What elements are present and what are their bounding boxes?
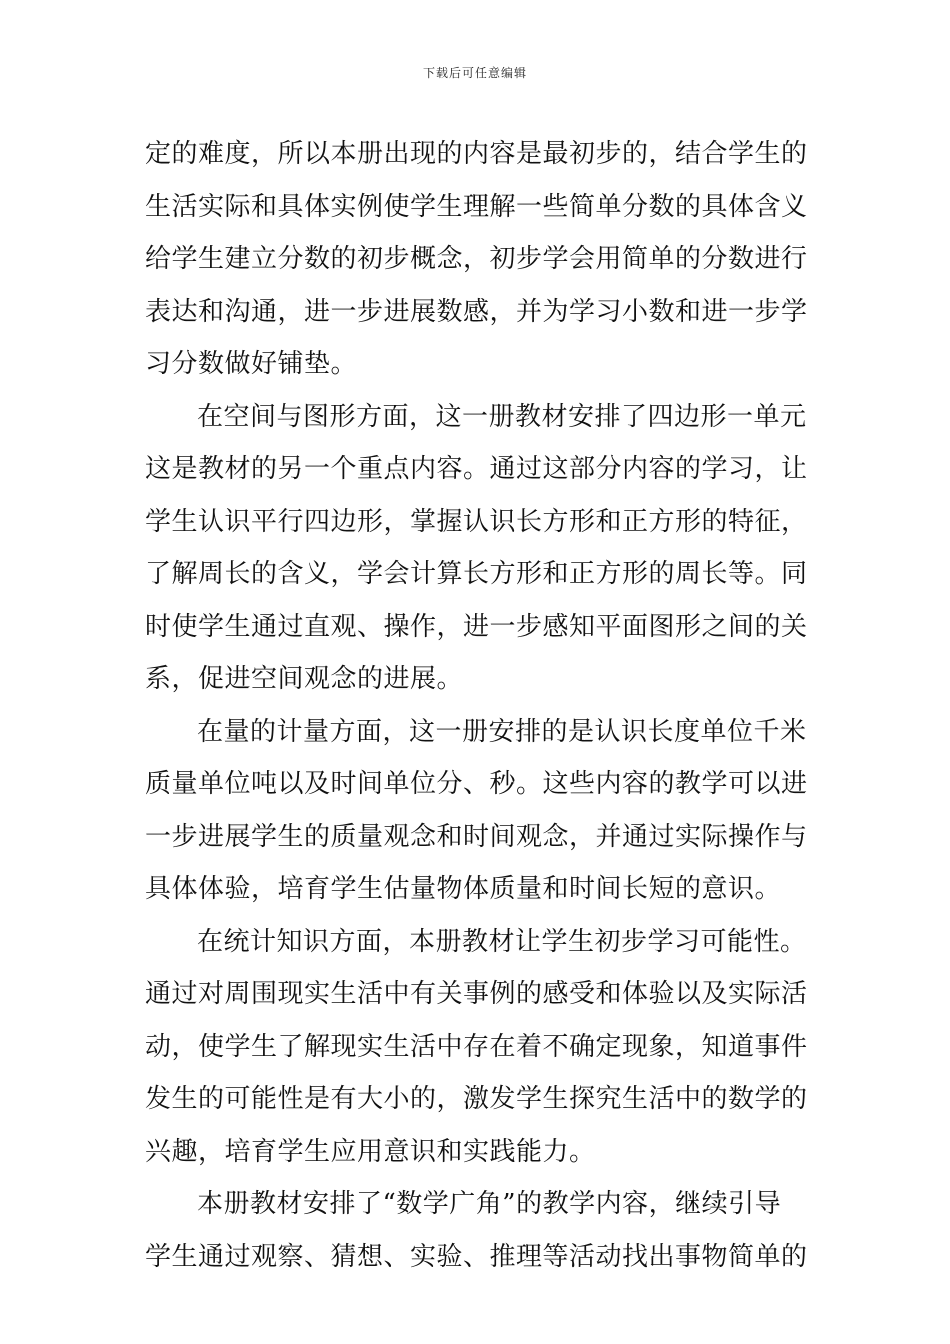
text-line-10: 时使学生通过直观、操作，进一步感知平面图形之间的关 <box>145 611 808 642</box>
text-line-12: 在量的计量方面，这一册安排的是认识长度单位千米 <box>197 716 807 747</box>
text-line-20: 兴趣，培育学生应用意识和实践能力。 <box>145 1136 596 1167</box>
text-line-11: 系，促进空间观念的进展。 <box>145 664 464 694</box>
text-line-2: 生活实际和具体实例使学生理解一些简单分数的具体含义 <box>145 191 808 222</box>
text-line-18: 动，使学生了解现实生活中存在着不确定现象，知道事件 <box>145 1031 808 1062</box>
text-line-17: 通过对周围现实生活中有关事例的感受和体验以及实际活 <box>145 979 808 1009</box>
text-line-16: 在统计知识方面，本册教材让学生初步学习可能性。 <box>197 926 807 957</box>
text-line-8: 学生认识平行四边形，掌握认识长方形和正方形的特征， <box>145 506 808 537</box>
text-line-4: 表达和沟通，进一步进展数感，并为学习小数和进一步学 <box>145 296 808 327</box>
text-line-3: 给学生建立分数的初步概念，初步学会用简单的分数进行 <box>145 244 808 274</box>
text-line-22: 学生通过观察、猜想、实验、推理等活动找出事物简单的 <box>145 1241 808 1272</box>
text-line-9: 了解周长的含义，学会计算长方形和正方形的周长等。同 <box>145 559 808 589</box>
text-line-13: 质量单位吨以及时间单位分、秒。这些内容的教学可以进 <box>145 769 808 799</box>
text-line-1: 定的难度，所以本册出现的内容是最初步的，结合学生的 <box>145 139 808 169</box>
document-body <box>145 128 808 1283</box>
page-header: 下载后可任意编辑 <box>422 66 527 80</box>
text-line-21: 本册教材安排了“数学广角”的教学内容，继续引导 <box>197 1189 782 1219</box>
text-line-14: 一步进展学生的质量观念和时间观念，并通过实际操作与 <box>145 821 808 852</box>
text-line-5: 习分数做好铺垫。 <box>145 349 358 379</box>
text-line-19: 发生的可能性是有大小的，激发学生探究生活中的数学的 <box>145 1084 808 1114</box>
text-line-6: 在空间与图形方面，这一册教材安排了四边形一单元 <box>197 401 807 432</box>
text-line-15: 具体体验，培育学生估量物体质量和时间长短的意识。 <box>145 874 782 904</box>
text-line-7: 这是教材的另一个重点内容。通过这部分内容的学习，让 <box>145 454 808 484</box>
